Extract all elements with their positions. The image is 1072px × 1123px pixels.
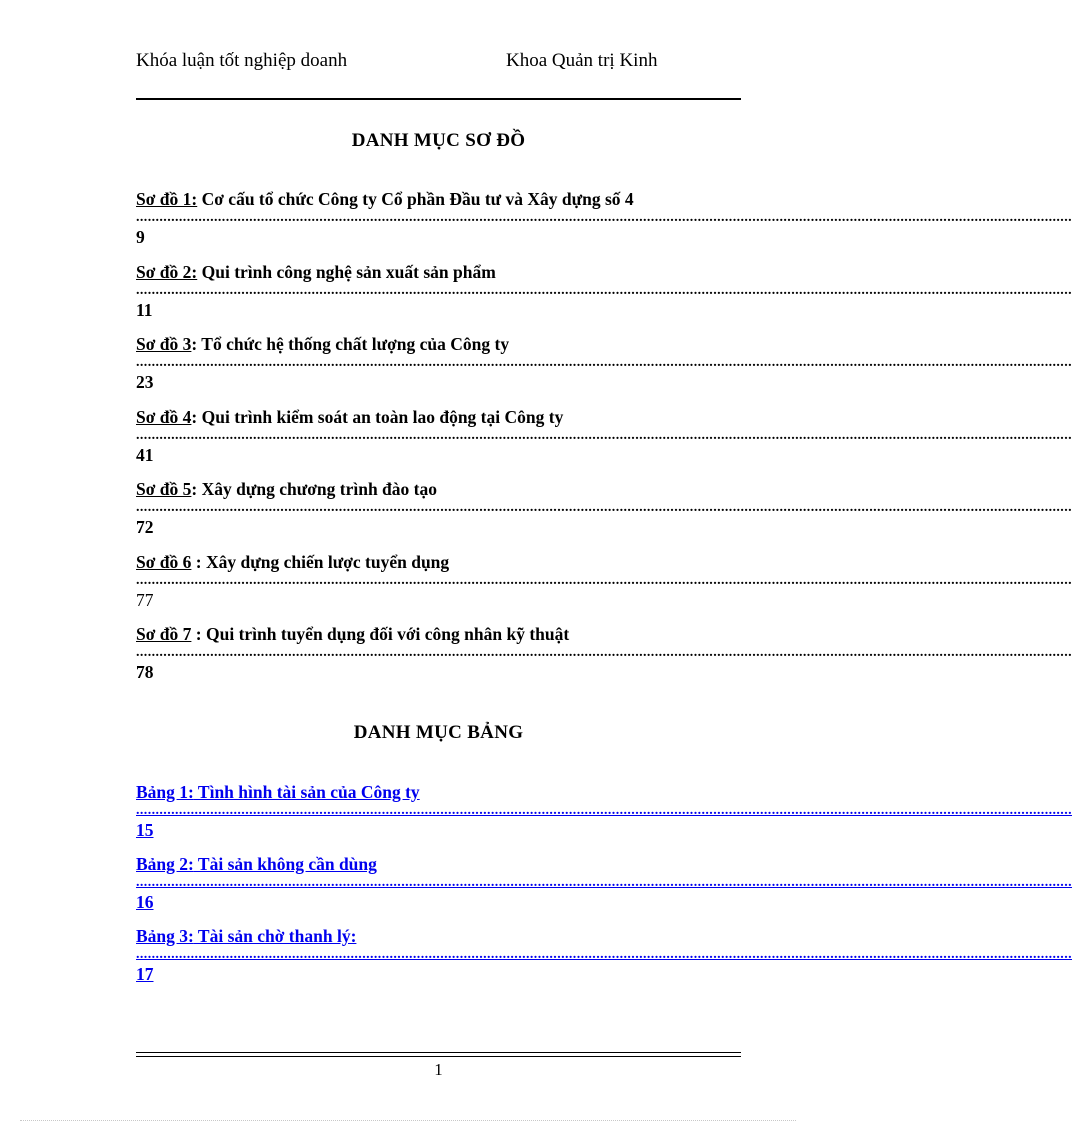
entry-page-number-link[interactable]: 17: [136, 964, 154, 984]
toc-entry: [136, 406, 1072, 479]
entry-title: [136, 478, 741, 500]
entry-page-number-link[interactable]: 15: [136, 820, 154, 840]
entry-text: : Xây dựng chương trình đào tạo: [191, 479, 437, 499]
entry-text: Tình hình tài sản của Công ty: [193, 782, 420, 802]
toc-entry: [136, 478, 1072, 551]
entry-page-number: 77: [136, 589, 154, 610]
entry-prefix: Bảng 3:: [136, 926, 194, 946]
entry-title-link[interactable]: [136, 925, 741, 947]
toc-link-entry[interactable]: [136, 853, 1072, 925]
entry-prefix: Sơ đồ 1:: [136, 189, 198, 209]
toc-entry: [136, 333, 1072, 406]
entry-page-number: 78: [136, 662, 154, 682]
entry-title-link[interactable]: [136, 853, 741, 875]
entry-text: : Xây dựng chiến lược tuyển dụng: [191, 551, 450, 572]
dot-leader: ................................................................................................................................................................................................................................................: [136, 355, 1072, 370]
entry-page-number: 11: [136, 299, 153, 320]
entry-title: [136, 551, 741, 573]
dot-leader[interactable]: ................................................................................................................................................................................................................................................: [136, 803, 1072, 818]
dot-leader: ................................................................................................................................................................................................................................................: [136, 210, 1072, 225]
toc-entry: [136, 188, 1072, 261]
toc-entry: [136, 261, 1072, 334]
header-right-text: Khoa Quản trị Kinh: [506, 50, 658, 71]
toc-link-entry[interactable]: [136, 781, 1072, 853]
entry-text: : Qui trình kiểm soát an toàn lao động tại Công ty: [191, 406, 564, 427]
dot-leader: ................................................................................................................................................................................................................................................: [136, 500, 1072, 515]
entry-prefix: Bảng 1:: [136, 782, 194, 802]
entry-text: : Tổ chức hệ thống chất lượng của Công ty: [191, 334, 510, 354]
page-number: 1: [434, 1060, 443, 1079]
entry-title: [136, 188, 741, 210]
entry-text: Tài sản chờ thanh lý:: [193, 926, 357, 946]
entry-title: [136, 333, 741, 355]
entry-prefix: Sơ đồ 6: [136, 551, 192, 572]
entry-page-number-link[interactable]: 16: [136, 892, 154, 912]
dot-leader: ................................................................................................................................................................................................................................................: [136, 645, 1072, 660]
entry-page-number: 72: [136, 517, 154, 537]
dot-leader: ................................................................................................................................................................................................................................................: [136, 282, 1072, 298]
page-bottom-edge: [20, 1120, 796, 1121]
toc-entry: [136, 551, 1072, 624]
tables-section-title: DANH MỤC BẢNG: [353, 722, 524, 743]
entry-page-number: 23: [136, 372, 154, 392]
diagrams-section-title: DANH MỤC SƠ ĐỒ: [351, 130, 526, 151]
diagram-list: [136, 188, 1072, 696]
entry-prefix: Bảng 2:: [136, 854, 194, 874]
entry-title-link[interactable]: [136, 781, 741, 803]
entry-prefix: Sơ đồ 5: [136, 479, 192, 499]
entry-prefix: Sơ đồ 4: [136, 406, 192, 427]
dot-leader[interactable]: ................................................................................................................................................................................................................................................: [136, 947, 1072, 962]
entry-text: Tài sản không cần dùng: [193, 854, 377, 874]
entry-title: [136, 623, 741, 645]
entry-text: : Qui trình tuyển dụng đối với công nhân kỹ thuật: [191, 624, 570, 644]
entry-prefix: Sơ đồ 2:: [136, 261, 198, 282]
entry-page-number: 9: [136, 227, 145, 247]
entry-prefix: Sơ đồ 3: [136, 334, 192, 354]
toc-link-entry[interactable]: [136, 925, 1072, 997]
entry-prefix: Sơ đồ 7: [136, 624, 192, 644]
entry-text: Cơ cấu tổ chức Công ty Cổ phần Đầu tư và Xây dựng số 4: [197, 189, 634, 209]
dot-leader[interactable]: ................................................................................................................................................................................................................................................: [136, 875, 1072, 890]
entry-text: Qui trình công nghệ sản xuất sản phẩm: [197, 261, 496, 282]
header-divider: [136, 98, 741, 100]
dot-leader: ................................................................................................................................................................................................................................................: [136, 572, 1072, 588]
entry-page-number: 41: [136, 444, 154, 465]
footer-divider: [136, 1052, 741, 1057]
header-left-text: Khóa luận tốt nghiệp doanh: [136, 50, 348, 71]
table-list: [136, 781, 1072, 997]
entry-title: [136, 261, 741, 283]
toc-entry: [136, 623, 1072, 696]
entry-title: [136, 406, 741, 428]
dot-leader: ................................................................................................................................................................................................................................................: [136, 427, 1072, 443]
